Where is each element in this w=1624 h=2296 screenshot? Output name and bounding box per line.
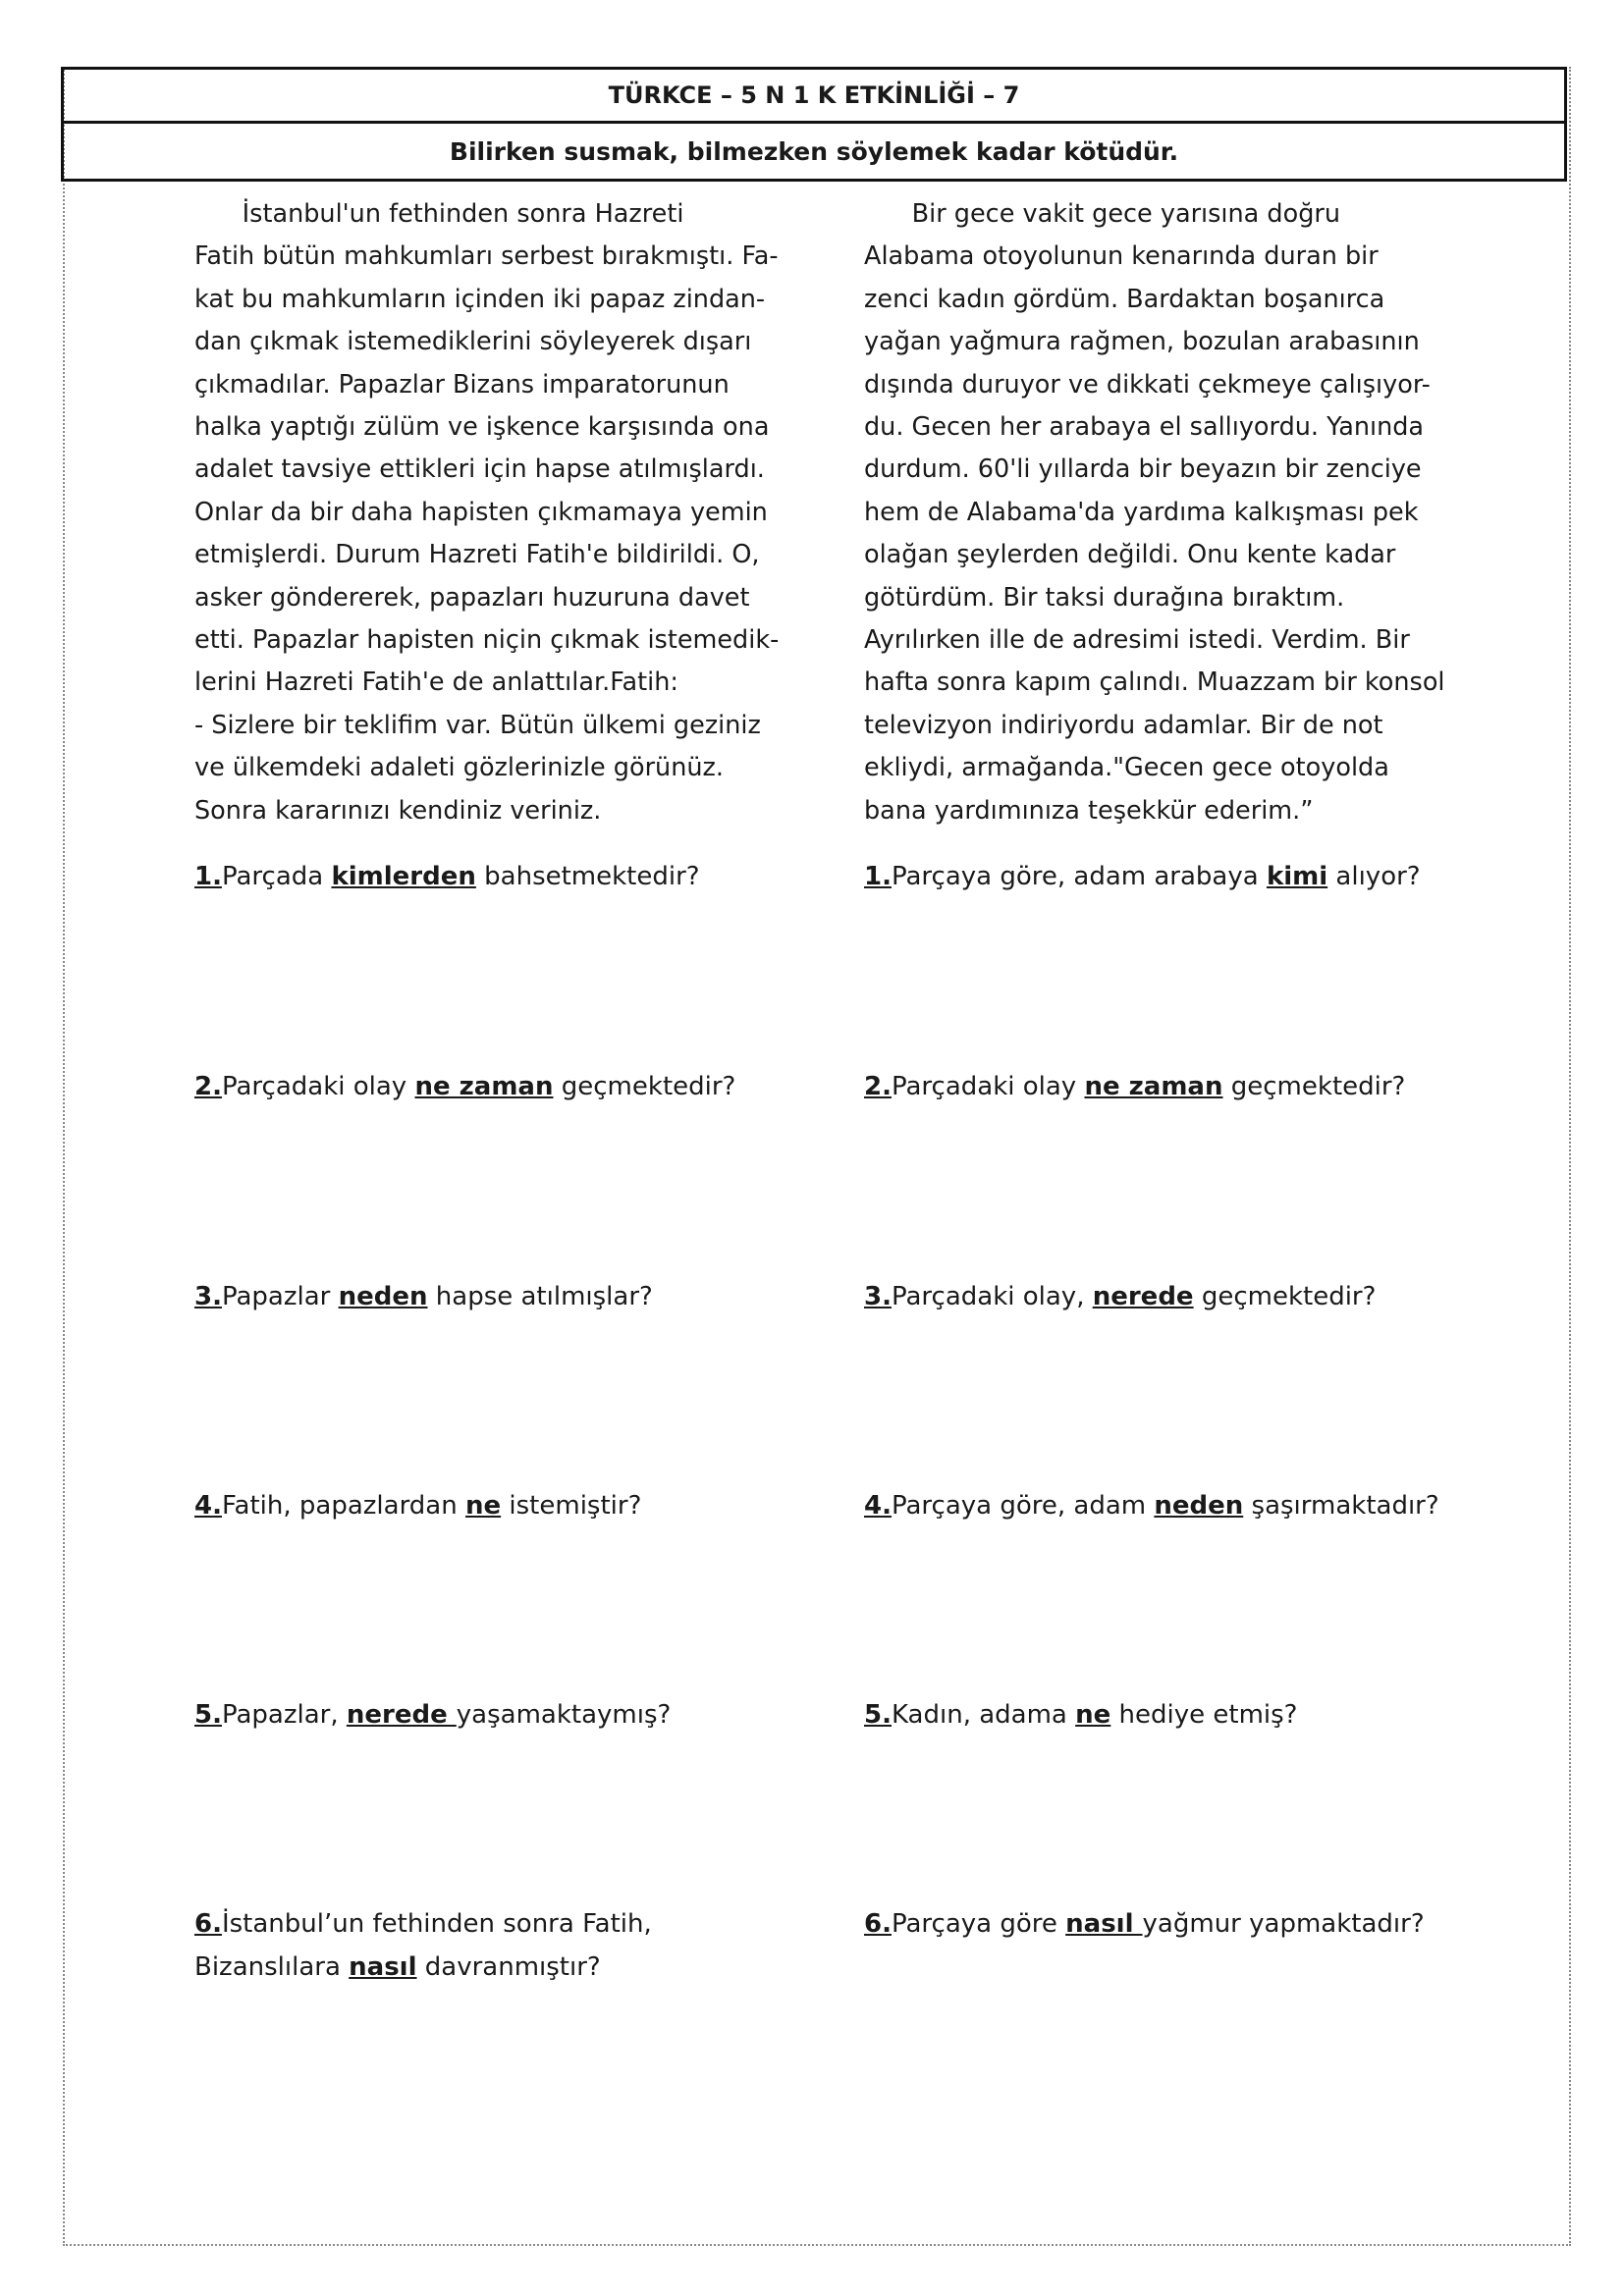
right-question-2	[864, 1065, 1405, 1108]
proverb: Bilirken susmak, bilmezken söylemek kadar kötüdür.	[449, 136, 1179, 166]
passage-line: ve ülkemdeki adaleti gözlerinizle görünüz.	[194, 753, 725, 783]
left-question-3	[194, 1275, 653, 1318]
question-number: 1.	[194, 862, 222, 891]
question-number: 6.	[864, 1909, 892, 1939]
question-text: yaşamaktaymış?	[456, 1700, 672, 1730]
passage-line: durdum. 60'li yıllarda bir beyazın bir zenciye	[864, 454, 1422, 485]
passage-line: Onlar da bir daha hapisten çıkmamaya yemin	[194, 497, 768, 527]
passage-line: - Sizlere bir teklifim var. Bütün ülkemi geziniz	[194, 710, 761, 740]
passage-line: ekliydi, armağanda."Gecen gece otoyolda	[864, 753, 1389, 783]
question-number: 1.	[864, 862, 892, 891]
question-text: Parçadaki olay	[891, 1072, 1085, 1101]
worksheet-title: TÜRKCE – 5 N 1 K ETKİNLİĞİ – 7	[64, 70, 1564, 124]
passage-line: Bir gece vakit gece yarısına doğru	[864, 199, 1341, 229]
left-question-1	[194, 855, 700, 898]
left-question-5	[194, 1693, 671, 1736]
worksheet-header	[61, 67, 1567, 182]
passage-line: kat bu mahkumların içinden iki papaz zindan-	[194, 284, 766, 314]
question-text: istemiştir?	[501, 1491, 642, 1521]
question-keyword: ne	[1075, 1700, 1111, 1730]
passage-line: Sonra kararınızı kendiniz veriniz.	[194, 795, 602, 826]
question-text: Parçada	[221, 862, 332, 891]
right-passage	[864, 193, 1445, 832]
passage-line: Fatih bütün mahkumları serbest bırakmıştı. Fa-	[194, 241, 779, 272]
passage-line: televizyon indiriyordu adamlar. Bir de not	[864, 710, 1383, 740]
question-text: hediye etmiş?	[1110, 1700, 1298, 1730]
passage-line: hafta sonra kapım çalındı. Muazzam bir konsol	[864, 667, 1445, 698]
question-text: geçmektedir?	[1222, 1072, 1406, 1101]
question-text: geçmektedir?	[553, 1072, 736, 1101]
question-number: 4.	[864, 1491, 892, 1521]
passage-line: Ayrılırken ille de adresimi istedi. Verdim. Bir	[864, 625, 1410, 656]
passage-line: çıkmadılar. Papazlar Bizans imparatorunun	[194, 369, 730, 400]
question-text: Parçaya göre	[891, 1909, 1066, 1939]
question-text: Parçaya göre, adam arabaya	[891, 862, 1267, 891]
question-keyword: ne zaman	[1084, 1072, 1223, 1101]
question-text: alıyor?	[1327, 862, 1421, 891]
question-keyword: nasıl	[349, 1952, 417, 1982]
passage-line: adalet tavsiye ettikleri için hapse atılmışlardı.	[194, 454, 765, 485]
left-question-4	[194, 1484, 641, 1527]
passage-line: dışında duruyor ve dikkati çekmeye çalışıyor-	[864, 369, 1431, 400]
question-text: Fatih, papazlardan	[221, 1491, 465, 1521]
right-question-4	[864, 1484, 1439, 1527]
passage-line: olağan şeylerden değildi. Onu kente kadar	[864, 540, 1396, 570]
question-keyword: nerede	[1092, 1282, 1194, 1311]
question-keyword: kimlerden	[331, 862, 476, 891]
question-text: yağmur yapmaktadır?	[1142, 1909, 1425, 1939]
question-text: Parçadaki olay,	[891, 1282, 1093, 1311]
question-keyword: neden	[1154, 1491, 1244, 1521]
passage-line: zenci kadın gördüm. Bardaktan boşanırca	[864, 284, 1385, 314]
passage-line: asker göndererek, papazları huzuruna davet	[194, 582, 750, 613]
question-number: 2.	[864, 1072, 892, 1101]
right-question-3	[864, 1275, 1376, 1318]
passage-line: bana yardımınıza teşekkür ederim.”	[864, 795, 1314, 826]
passage-line: Alabama otoyolunun kenarında duran bir	[864, 241, 1379, 272]
question-keyword: nasıl	[1065, 1909, 1143, 1939]
passage-line: etmişlerdi. Durum Hazreti Fatih'e bildirildi. O,	[194, 540, 760, 570]
question-text: bahsetmektedir?	[475, 862, 700, 891]
passage-line: du. Gecen her arabaya el sallıyordu. Yanında	[864, 412, 1425, 443]
question-text: İstanbul’un fethinden sonra Fatih,	[221, 1909, 652, 1939]
question-keyword: kimi	[1266, 862, 1328, 891]
left-question-2	[194, 1065, 735, 1108]
question-text: Papazlar,	[221, 1700, 347, 1730]
question-text: Papazlar	[221, 1282, 339, 1311]
question-text: Parçadaki olay	[221, 1072, 415, 1101]
question-keyword: ne zaman	[414, 1072, 554, 1101]
question-number: 3.	[864, 1282, 892, 1311]
question-keyword: ne	[464, 1491, 502, 1521]
passage-line: etti. Papazlar hapisten niçin çıkmak istemedik-	[194, 625, 780, 656]
question-text: Parçaya göre, adam	[891, 1491, 1155, 1521]
passage-line: hem de Alabama'da yardıma kalkışması pek	[864, 497, 1419, 527]
question-number: 6.	[194, 1909, 222, 1939]
question-number: 4.	[194, 1491, 222, 1521]
passage-line: halka yaptığı zülüm ve işkence karşısında ona	[194, 412, 770, 443]
question-number: 2.	[194, 1072, 222, 1101]
left-passage	[194, 193, 779, 832]
question-number: 5.	[194, 1700, 222, 1730]
question-text: davranmıştır?	[416, 1952, 601, 1982]
right-question-6	[864, 1902, 1425, 1946]
question-text: Kadın, adama	[891, 1700, 1076, 1730]
question-text: Bizanslılara	[194, 1952, 350, 1982]
question-number: 5.	[864, 1700, 892, 1730]
passage-line: İstanbul'un fethinden sonra Hazreti	[194, 199, 684, 229]
passage-line: lerini Hazreti Fatih'e de anlattılar.Fatih:	[194, 667, 678, 698]
passage-line: götürdüm. Bir taksi durağına bıraktım.	[864, 582, 1345, 613]
question-keyword: nerede	[346, 1700, 457, 1730]
question-text: geçmektedir?	[1193, 1282, 1377, 1311]
passage-line: yağan yağmura rağmen, bozulan arabasının	[864, 327, 1420, 357]
right-question-5	[864, 1693, 1297, 1736]
question-number: 3.	[194, 1282, 222, 1311]
question-keyword: neden	[338, 1282, 428, 1311]
question-text: hapse atılmışlar?	[427, 1282, 653, 1311]
passage-line: dan çıkmak istemediklerini söyleyerek dışarı	[194, 327, 752, 357]
question-text: şaşırmaktadır?	[1243, 1491, 1439, 1521]
right-question-1	[864, 855, 1421, 898]
left-question-6	[194, 1902, 652, 1989]
